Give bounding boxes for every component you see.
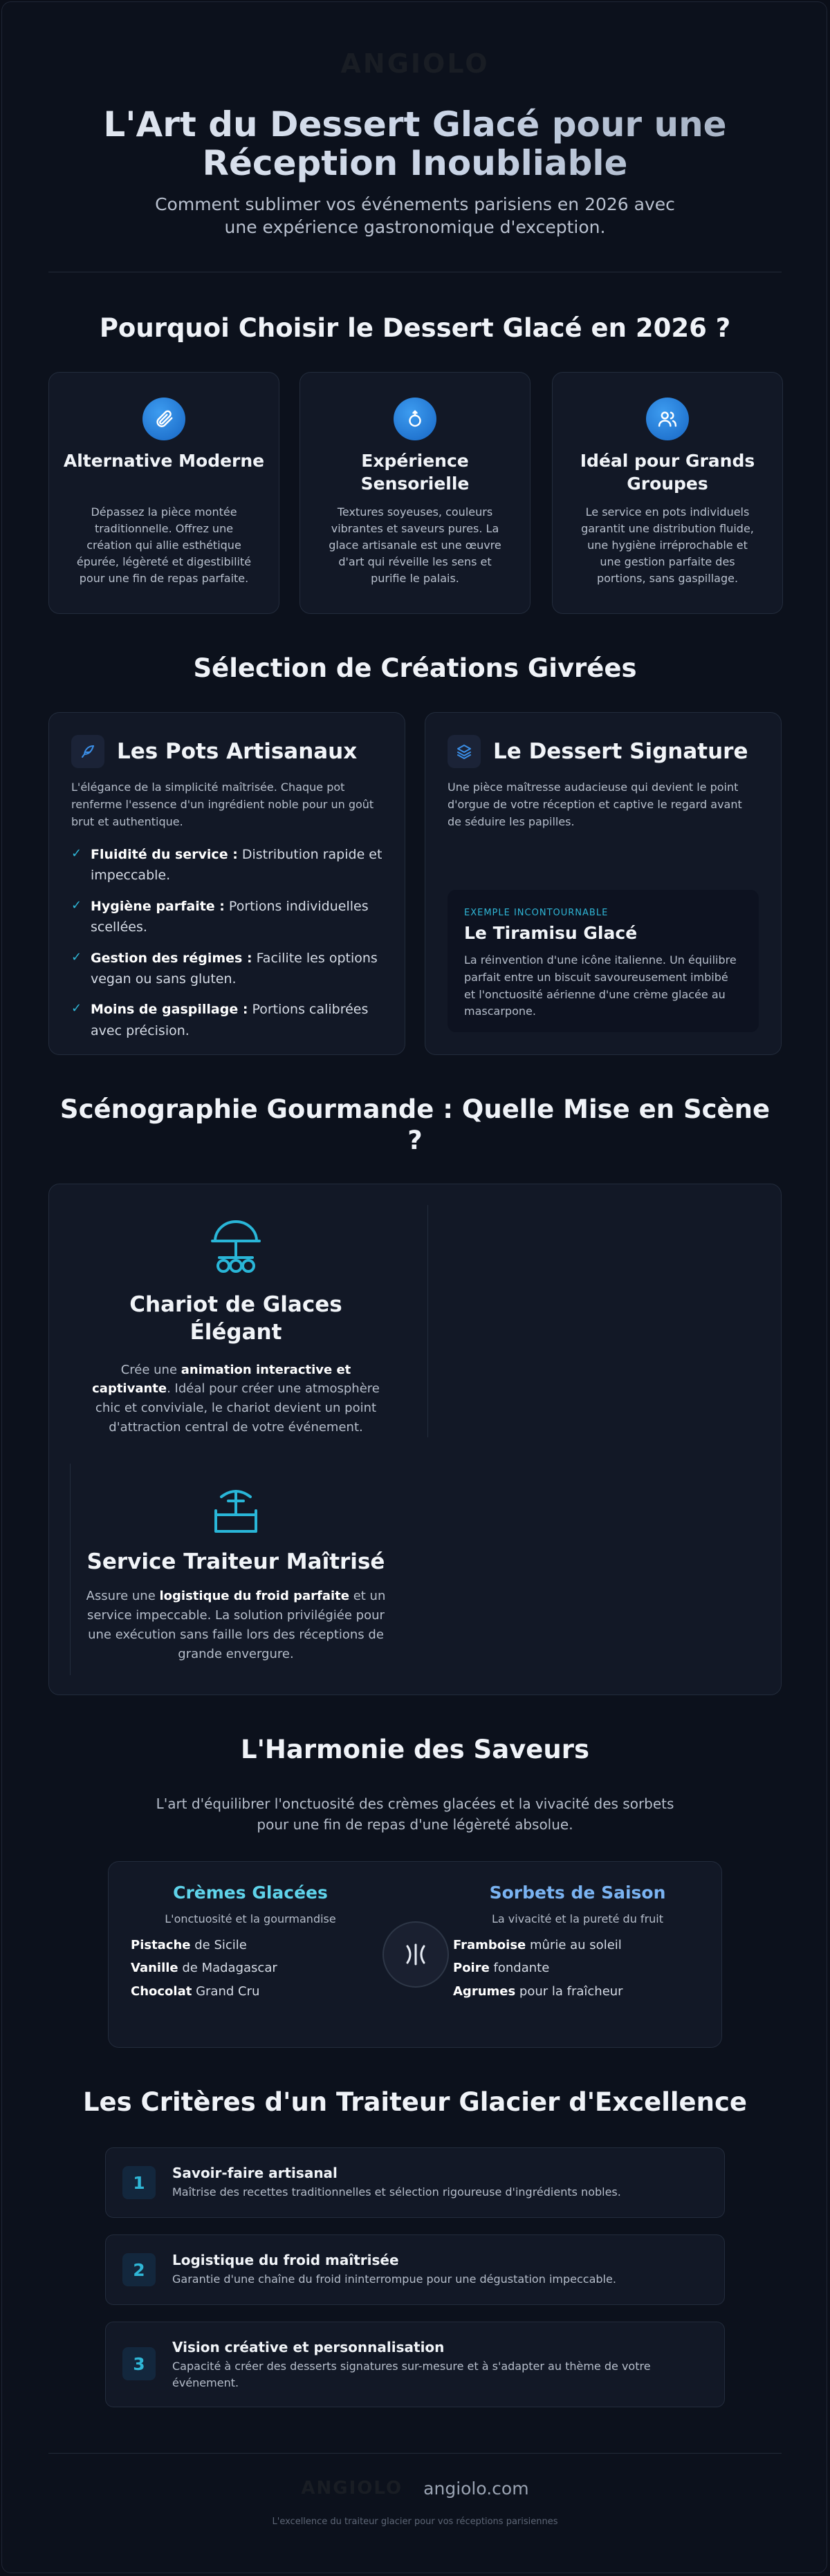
users-icon: [646, 398, 689, 440]
list-item: ✓ Moins de gaspillage : Portions calibrées avec précision.: [71, 999, 388, 1041]
example-title: Le Tiramisu Glacé: [464, 923, 638, 943]
pots-desc: L'élégance de la simplicité maîtrisée. Chaque pot renferme l'essence d'un ingrédient noble pour un goût brut et authentique.: [71, 781, 374, 828]
why-card-experience: [299, 372, 531, 614]
check-icon: ✓: [71, 1001, 82, 1016]
fountain-icon: [84, 1483, 388, 1538]
footer-tagline: L'excellence du traiteur glacier pour vos réceptions parisiennes: [272, 2517, 558, 2527]
page-subtitle: Comment sublimer vos événements parisiens en 2026 avec une expérience gastronomique d'exception.: [155, 194, 675, 237]
sceno-divider: [70, 1464, 71, 1675]
criteria-item: [105, 2322, 725, 2407]
header-logo[interactable]: ANGIOLO: [340, 48, 490, 79]
feather-icon: [71, 735, 104, 768]
list-item: Framboise mûrie au soleil: [453, 1938, 622, 1952]
footer-brand: [0, 2478, 830, 2499]
check-icon: ✓: [71, 949, 82, 964]
criteria-number: 3: [122, 2347, 156, 2380]
sceno-heading: Scénographie Gourmande : Quelle Mise en Scène ?: [59, 1094, 771, 1156]
criteria-item: [105, 2147, 725, 2218]
check-icon: ✓: [71, 846, 82, 861]
cremes-column: [129, 1883, 371, 2003]
sorbets-list: [453, 1934, 702, 2003]
signature-desc: Une pièce maîtresse audacieuse qui devient le point d'orgue de votre réception et captive le regard avant de séduire les papilles.: [448, 781, 742, 828]
sceno-box: [48, 1184, 782, 1695]
list-item: Poire fondante: [453, 1961, 550, 1976]
list-item: ✓ Fluidité du service : Distribution rapide et impeccable.: [71, 844, 388, 886]
criteria-title: Logistique du froid maîtrisée: [172, 2252, 399, 2268]
why-card-text: Dépassez la pièce montée traditionnelle. Offrez une création qui allie esthétique épurée, légèreté et digestibilité pour une fin de repas parfaite.: [76, 505, 252, 585]
footer-site-link[interactable]: angiolo.com: [423, 2478, 529, 2499]
sorbets-sub: La vivacité et la pureté du fruit: [492, 1912, 663, 1925]
pots-title: Les Pots Artisanaux: [117, 739, 358, 764]
criteria-heading: Les Critères d'un Traiteur Glacier d'Excellence: [82, 2087, 748, 2117]
why-heading: Pourquoi Choisir le Dessert Glacé en 2026 ?: [99, 313, 731, 343]
sceno-divider: [427, 1205, 428, 1437]
pots-card: [48, 712, 405, 1055]
cremes-list: [129, 1934, 371, 2003]
criteria-number: 2: [122, 2253, 156, 2286]
traiteur-title: Service Traiteur Maîtrisé: [86, 1549, 385, 1574]
page-title-line1: L'Art du Dessert Glacé pour une: [103, 104, 727, 144]
droplet-icon: [394, 398, 436, 440]
footer-logo[interactable]: ANGIOLO: [301, 2478, 403, 2499]
criteria-title: Vision créative et personnalisation: [172, 2339, 445, 2355]
sorbets-title: Sorbets de Saison: [489, 1883, 666, 1903]
list-item: Pistache de Sicile: [131, 1938, 247, 1952]
chariot-text: Crée une animation interactive et captivante. Idéal pour créer une atmosphère chic et conviviale, le chariot devient un point d'attraction central de votre événement.: [92, 1362, 380, 1435]
why-card-title: Expérience Sensorielle: [360, 451, 470, 494]
signature-card: [425, 712, 782, 1055]
cremes-sub: L'onctuosité et la gourmandise: [165, 1912, 336, 1925]
list-item: ✓ Gestion des régimes : Facilite les options vegan ou sans gluten.: [71, 948, 388, 990]
why-card-title: Alternative Moderne: [63, 451, 265, 471]
harmony-heading: L'Harmonie des Saveurs: [241, 1735, 589, 1764]
balance-icon: [382, 1921, 449, 1988]
traiteur-text: Assure une logistique du froid parfaite et un service impeccable. La solution privilégiée pour une exécution sans faille lors des réceptions de grande envergure.: [86, 1589, 386, 1661]
example-box: [448, 890, 759, 1032]
harmony-box: [108, 1861, 722, 2048]
why-card-title: Idéal pour Grands Groupes: [580, 451, 755, 494]
why-card-groupes: [552, 372, 783, 614]
footer-divider: [48, 2453, 782, 2454]
pots-bullets: [71, 844, 388, 1051]
page-title-line2: Réception Inoubliable: [202, 143, 628, 183]
harmony-intro: L'art d'équilibrer l'onctuosité des crèmes glacées et la vivacité des sorbets pour une fin de repas d'une légèreté absolue.: [156, 1795, 674, 1833]
chariot-title: Chariot de Glaces Élégant: [129, 1292, 342, 1345]
criteria-title: Savoir-faire artisanal: [172, 2165, 338, 2181]
chariot-block: [84, 1220, 388, 1437]
criteria-text: Capacité à créer des desserts signatures sur-mesure et à s'adapter au thème de votre événement.: [172, 2360, 651, 2389]
criteria-item: [105, 2234, 725, 2305]
criteria-text: Maîtrise des recettes traditionnelles et sélection rigoureuse d'ingrédients nobles.: [172, 2185, 621, 2199]
sorbets-column: [453, 1883, 702, 2003]
list-item: ✓ Hygiène parfaite : Portions individuelles scellées.: [71, 896, 388, 938]
page-title: [0, 105, 830, 183]
signature-title: Le Dessert Signature: [493, 739, 748, 764]
list-item: Agrumes pour la fraîcheur: [453, 1984, 623, 1999]
layers-icon: [448, 735, 481, 768]
why-card-text: Textures soyeuses, couleurs vibrantes et saveurs pures. La glace artisanale est une œuvre d'art qui réveille les sens et purifie le palais.: [329, 505, 501, 585]
criteria-text: Garantie d'une chaîne du froid ininterrompue pour une dégustation impeccable.: [172, 2272, 616, 2286]
example-text: La réinvention d'une icône italienne. Un équilibre parfait entre un biscuit savoureusement imbibé et l'onctuosité aérienne d'une crème glacée au mascarpone.: [464, 953, 737, 1018]
paperclip-icon: [142, 398, 185, 440]
selection-heading: Sélection de Créations Givrées: [193, 653, 637, 683]
cart-icon: [84, 1220, 388, 1278]
list-item: Chocolat Grand Cru: [131, 1984, 260, 1999]
why-card-text: Le service en pots individuels garantit une distribution fluide, une hygiène irréprochable et une gestion parfaite des portions, sans gaspillage.: [581, 505, 754, 585]
example-tag: EXEMPLE INCONTOURNABLE: [464, 908, 609, 918]
criteria-number: 1: [122, 2166, 156, 2199]
cremes-title: Crèmes Glacées: [173, 1883, 328, 1903]
why-card-alternative: [48, 372, 279, 614]
traiteur-block: [84, 1483, 388, 1664]
check-icon: ✓: [71, 897, 82, 913]
list-item: Vanille de Madagascar: [131, 1961, 277, 1976]
